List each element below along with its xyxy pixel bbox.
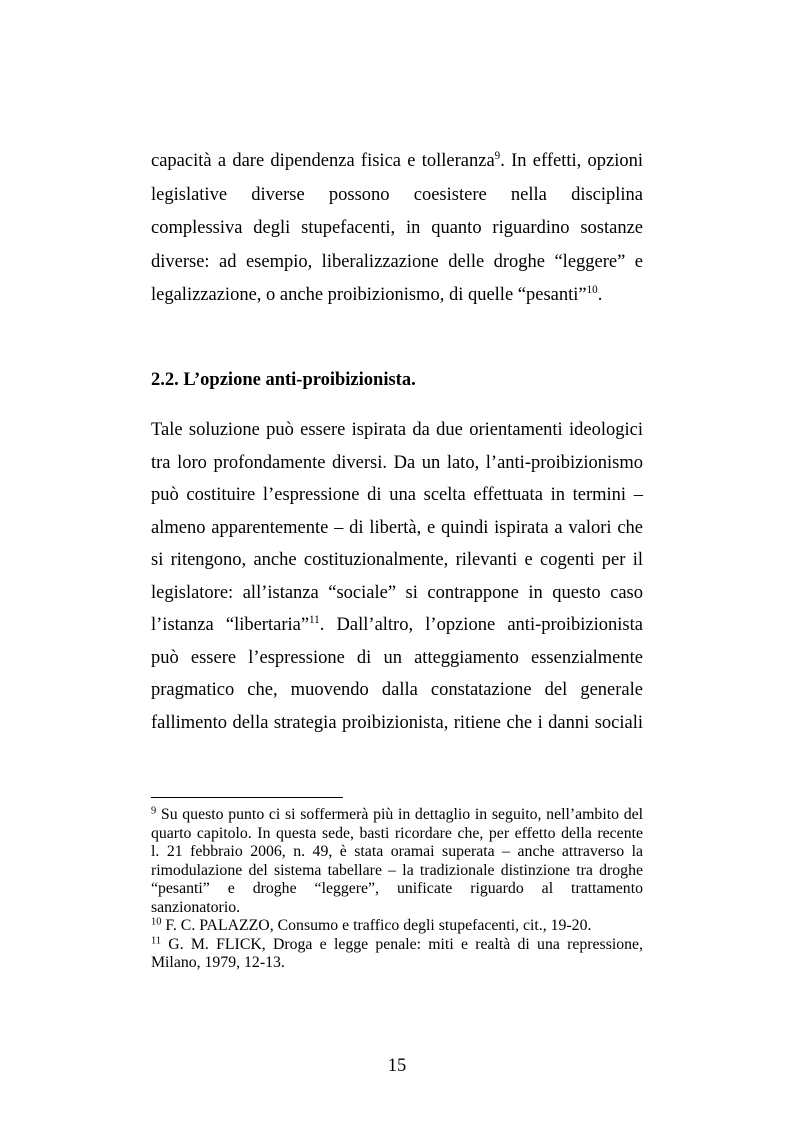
footnote-line: sanzionatorio. (151, 898, 241, 916)
footnote-9 (151, 806, 643, 917)
text-line: complessiva degli stupefacenti, in quanto riguardino sostanze (151, 218, 643, 238)
footnote-text: G. M. FLICK, Droga e legge penale: miti e realtà di una repressione, (168, 935, 643, 953)
footnote-line (151, 936, 643, 955)
footnote-line (151, 917, 643, 936)
footnote-line (151, 806, 643, 825)
footnote-10 (151, 917, 643, 936)
footnote-line: quarto capitolo. In questa sede, basti ricordare che, per effetto della recente (151, 824, 643, 842)
text-line: legislative diverse possono coesistere nella disciplina (151, 184, 643, 205)
footnote-line: rimodulazione del sistema tabellare – la tradizionale distinzione tra droghe (151, 861, 643, 879)
text-line: può costituire l’espressione di una scelta effettuata in termini – (151, 485, 643, 505)
text-line (151, 609, 643, 642)
text-line (151, 145, 643, 179)
text-line: pragmatico che, muovendo dalla constatazione del generale (151, 680, 643, 700)
footnote-marker: 9 (151, 805, 157, 817)
footnotes (151, 806, 643, 973)
section-heading: 2.2. L’opzione anti-proibizionista. (151, 370, 416, 390)
text-line (151, 279, 643, 313)
footnote-line: Milano, 1979, 12-13. (151, 954, 285, 971)
line-text: . (597, 285, 603, 305)
footnote-marker: 11 (151, 934, 162, 946)
text-line: almeno apparentemente – di libertà, e quindi ispirata a valori che (151, 517, 643, 538)
line-text: . In effetti, opzioni (500, 151, 643, 171)
footnote-separator (151, 797, 343, 798)
text-line: tra loro profondamente diversi. Da un lato, l’anti-proibizionismo (151, 452, 643, 473)
footnote-text: F. C. PALAZZO, Consumo e traffico degli stupefacenti, cit., 19-20. (165, 917, 592, 934)
footnote-ref-9: 9 (494, 150, 501, 163)
footnote-ref-10: 10 (586, 284, 598, 297)
line-text: legalizzazione, o anche proibizionismo, di quelle “pesanti” (151, 285, 587, 305)
text-line: diverse: ad esempio, liberalizzazione delle droghe “leggere” e (151, 251, 643, 272)
text-line: si ritengono, anche costituzionalmente, rilevanti e cogenti per il (151, 550, 643, 570)
text-line: fallimento della strategia proibizionista, ritiene che i danni sociali (151, 712, 643, 733)
line-text: l’istanza “libertaria” (151, 615, 310, 635)
page-number: 15 (387, 1056, 407, 1076)
text-line: Tale soluzione può essere ispirata da due orientamenti ideologici (151, 420, 643, 440)
footnote-line: “pesanti” e droghe “leggere”, unificate riguardo al trattamento (151, 880, 643, 897)
footnote-ref-11: 11 (309, 614, 320, 627)
text-line: può essere l’espressione di un atteggiamento essenzialmente (151, 647, 643, 668)
footnote-text: Su questo punto ci si soffermerà più in dettaglio in seguito, nell’ambito del (160, 806, 643, 823)
line-text: . Dall’altro, l’opzione anti-proibizionista (319, 615, 643, 635)
footnote-marker: 10 (151, 916, 162, 928)
paragraph-2 (151, 414, 643, 739)
footnote-11 (151, 936, 643, 973)
paragraph-1 (151, 145, 643, 313)
footnote-line: l. 21 febbraio 2006, n. 49, è stata oramai superata – anche attraverso la (151, 843, 643, 860)
line-text: capacità a dare dipendenza fisica e tolleranza (151, 151, 495, 171)
text-line: legislatore: all’istanza “sociale” si contrappone in questo caso (151, 582, 643, 603)
